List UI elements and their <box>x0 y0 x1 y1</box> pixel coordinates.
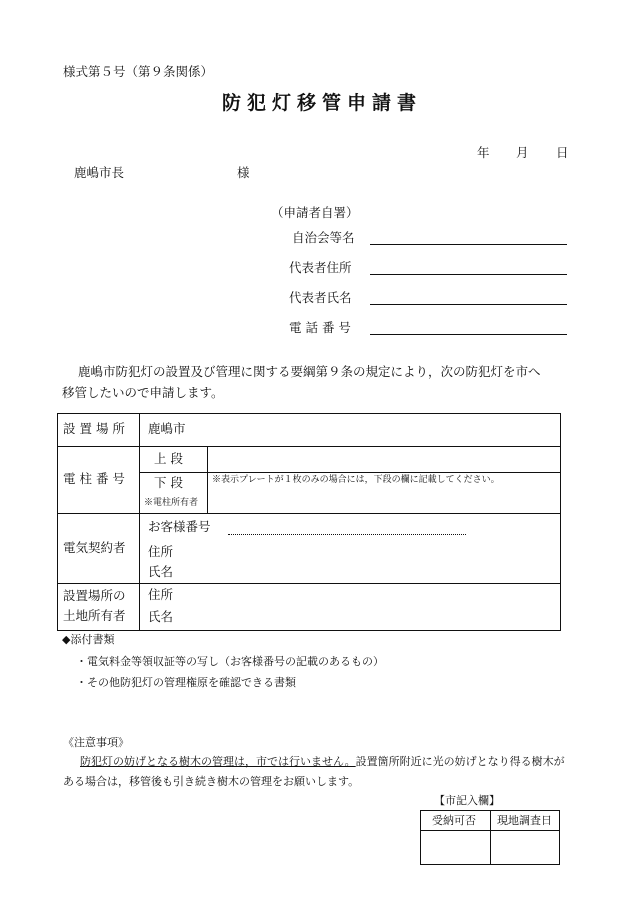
field-label-rep-name: 代表者氏名 <box>289 290 352 305</box>
city-table-column-divider <box>490 810 491 865</box>
pole-upper-label: 上 段 <box>154 451 183 466</box>
notes-emphasis: 防犯灯の妨げとなる樹木の管理は，市では行いません。 <box>80 755 356 768</box>
table-row-divider <box>139 472 561 473</box>
notes-heading: 《注意事項》 <box>63 736 129 749</box>
date-year-label: 年 <box>477 145 490 160</box>
body-text-line-2: 移管したいので申請します。 <box>62 385 224 400</box>
date-month-label: 月 <box>516 145 529 160</box>
table-border-top <box>57 413 561 414</box>
location-label: 設 置 場 所 <box>63 421 125 436</box>
table-column-divider <box>207 446 208 513</box>
body-text-line-1: 鹿嶋市防犯灯の設置及び管理に関する要綱第９条の規定により，次の防犯灯を市へ <box>78 364 541 379</box>
landowner-label-line-1: 設置場所の <box>63 588 126 603</box>
field-line-association[interactable] <box>370 244 567 245</box>
pole-lower-label: 下 段 <box>154 475 183 490</box>
attachment-item-1: ・電気料金等領収証等の写し（お客様番号の記載のあるもの） <box>76 655 384 668</box>
field-line-rep-address[interactable] <box>370 274 567 275</box>
table-row-divider <box>57 583 561 584</box>
pole-note: ※表示プレートが１枚のみの場合には，下段の欄に記載してください。 <box>212 475 500 485</box>
date-day-label: 日 <box>556 145 569 160</box>
field-label-rep-address: 代表者住所 <box>289 260 352 275</box>
city-table-border-left <box>420 810 421 865</box>
table-column-divider <box>139 413 140 631</box>
attachments-heading: ◆添付書類 <box>62 633 115 646</box>
notes-line-1-rest: 設置箇所附近に光の妨げとなり得る樹木が <box>355 755 565 768</box>
field-label-association: 自治会等名 <box>292 230 355 245</box>
landowner-label-line-2: 土地所有者 <box>63 608 126 623</box>
table-row-divider <box>57 513 561 514</box>
form-number: 様式第５号（第９条関係） <box>63 64 214 79</box>
landowner-name-label: 氏名 <box>148 609 174 624</box>
addressee-name: 鹿嶋市長 <box>74 165 125 180</box>
customer-number-label: お客様番号 <box>148 519 211 534</box>
page-title: 防犯灯移管申請書 <box>222 92 423 114</box>
table-border-right <box>560 413 561 631</box>
contractor-name-label: 氏名 <box>148 564 174 579</box>
field-line-phone[interactable] <box>370 334 567 335</box>
attachment-item-2: ・その他防犯灯の管理権原を確認できる書類 <box>76 676 296 689</box>
notes-line-1 <box>80 756 565 767</box>
pole-number-label: 電 柱 番 号 <box>63 471 125 486</box>
contractor-address-label: 住所 <box>148 544 174 559</box>
contractor-label: 電気契約者 <box>63 540 126 555</box>
landowner-address-label: 住所 <box>148 587 174 602</box>
applicant-heading: （申請者自署） <box>271 205 359 220</box>
city-box-heading: 【市記入欄】 <box>434 794 500 807</box>
location-value[interactable]: 鹿嶋市 <box>148 421 186 436</box>
field-label-phone: 電 話 番 号 <box>289 320 351 335</box>
addressee-honorific: 様 <box>237 165 250 180</box>
notes-line-2: ある場合は，移管後も引き続き樹木の管理をお願いします。 <box>63 775 360 788</box>
table-border-bottom <box>57 630 561 631</box>
city-col-survey-date: 現地調査日 <box>497 814 552 827</box>
table-row-divider <box>57 446 561 447</box>
table-border-left <box>57 413 58 631</box>
city-col-acceptance: 受納可否 <box>432 814 476 827</box>
city-table-border-right <box>559 810 560 865</box>
pole-owner-note: ※電柱所有者 <box>144 498 199 508</box>
field-line-rep-name[interactable] <box>370 304 567 305</box>
customer-number-line[interactable] <box>228 534 466 535</box>
